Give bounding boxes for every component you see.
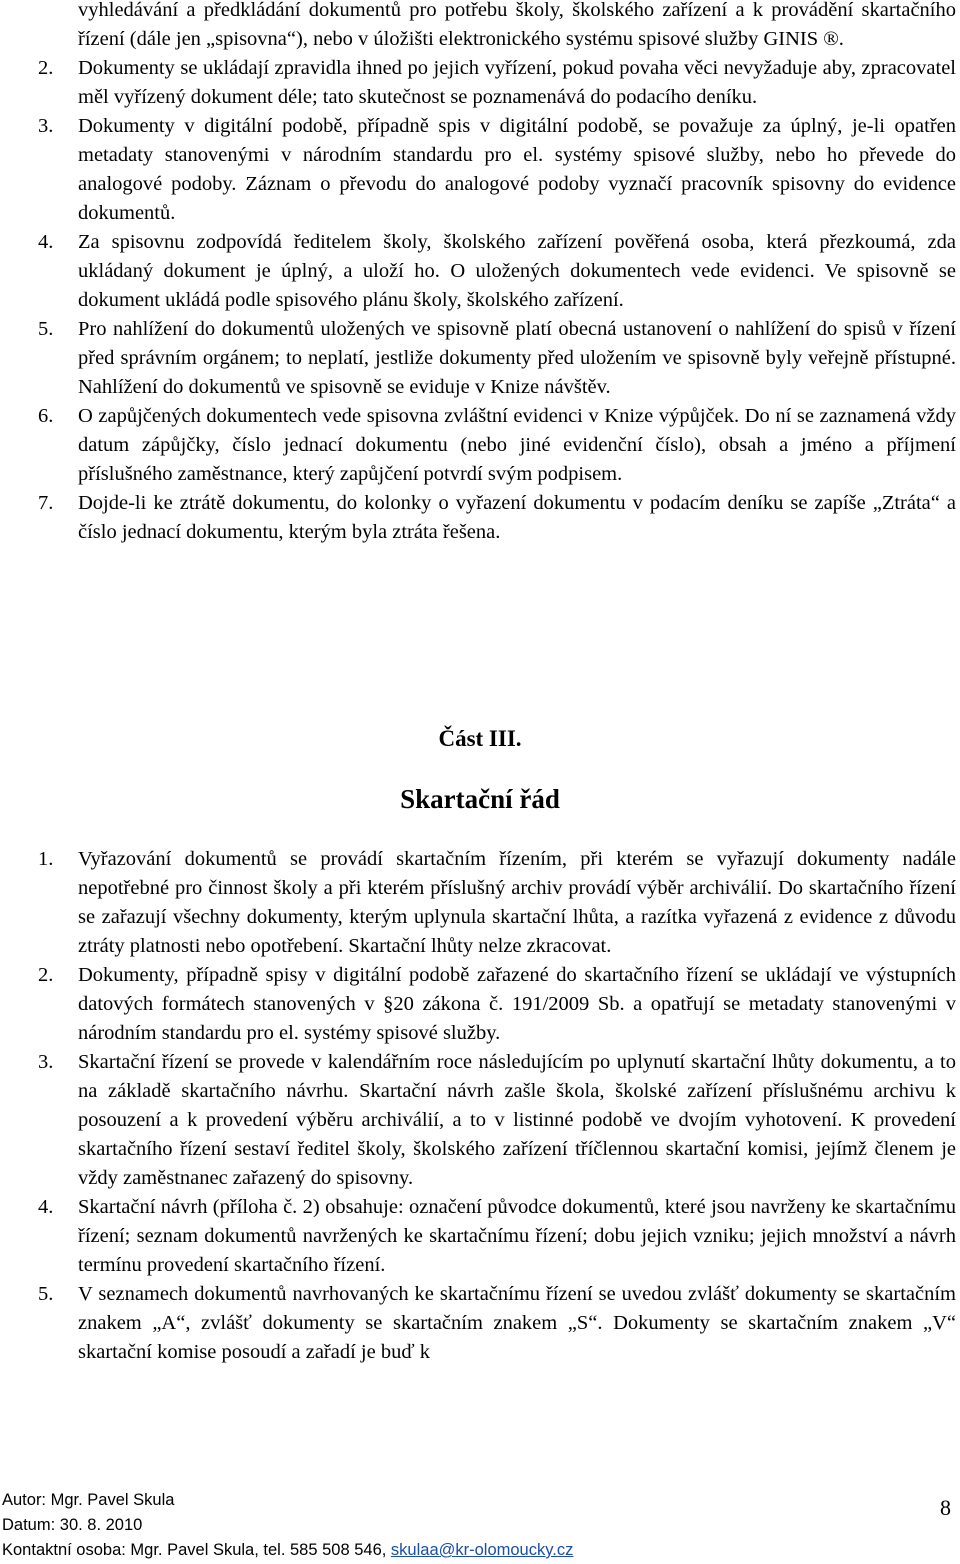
footer-contact — [2, 1538, 902, 1563]
list-item — [38, 845, 956, 961]
item-number: 5. — [38, 318, 54, 340]
item-text: Dokumenty, případně spisy v digitální podobě zařazené do skartačního řízení se ukládají ve výstupních datových formátech stanovených v §20 zákona č. 191/2009 Sb. a opatřují se metadaty stanovenými v národním standardu pro el. systémy spisové služby. — [78, 964, 956, 1044]
item-number: 4. — [38, 231, 54, 253]
list-item — [38, 1193, 956, 1280]
list-item — [38, 489, 956, 547]
item-text: Dokumenty v digitální podobě, případně spis v digitální podobě, se považuje za úplný, je-li opatřen metadaty stanovenými v národním standardu pro el. systémy spisové služby, nebo ho převede do analogové podoby. Záznam o převodu do analogové podoby vyznačí pracovník spisovny do evidence dokumentů. — [78, 115, 956, 224]
part3-section — [38, 845, 956, 1367]
item-text: Pro nahlížení do dokumentů uložených ve spisovně platí obecná ustanovení o nahlížení do spisů v řízení před správním orgánem; to neplatí, jestliže dokumenty před uložením ve spisovně byly veřejně přístupné. Nahlížení do dokumentů ve spisovně se eviduje v Knize návštěv. — [78, 318, 956, 398]
item-number: 3. — [38, 1051, 54, 1073]
item-number: 6. — [38, 405, 54, 427]
footer-date: Datum: 30. 8. 2010 — [2, 1516, 143, 1534]
continuation-paragraph: vyhledávání a předkládání dokumentů pro potřebu školy, školského zařízení a k provádění skartačního řízení (dále jen „spisovna“), nebo v úložišti elektronického systému spisové služby GINIS ®. — [78, 0, 956, 50]
list-item — [38, 1048, 956, 1193]
item-number: 2. — [38, 57, 54, 79]
item-number: 7. — [38, 492, 54, 514]
part2-list — [38, 54, 956, 547]
contact-text: Kontaktní osoba: Mgr. Pavel Skula, tel. 585 508 546, — [2, 1541, 391, 1559]
item-number: 2. — [38, 964, 54, 986]
footer-author: Autor: Mgr. Pavel Skula — [2, 1491, 175, 1509]
section-title: Skartační řád — [400, 784, 560, 814]
item-text: V seznamech dokumentů navrhovaných ke skartačnímu řízení se uvedou zvlášť dokumenty se skartačním znakem „A“, zvlášť dokumenty se skartačním znakem „S“. Dokumenty se skartačním znakem „V“ skartační komise posoudí a zařadí je buď k — [78, 1283, 956, 1363]
item-number: 1. — [38, 848, 54, 870]
list-item — [38, 402, 956, 489]
item-text: Za spisovnu zodpovídá ředitelem školy, školského zařízení pověřená osoba, která přezkoumá, zda ukládaný dokument je úplný, a uloží ho. O uložených dokumentech vede evidenci. Ve spisovně se dokument ukládá podle spisového plánu školy, školského zařízení. — [78, 231, 956, 311]
page-number: 8 — [940, 1495, 951, 1520]
list-item — [38, 315, 956, 402]
item-text: Dojde-li ke ztrátě dokumentu, do kolonky o vyřazení dokumentu v podacím deníku se zapíše „Ztráta“ a číslo jednací dokumentu, kterým byla ztráta řešena. — [78, 492, 956, 543]
item-text: O zapůjčených dokumentech vede spisovna zvláštní evidenci v Knize výpůjček. Do ní se zaznamená vždy datum zápůjčky, číslo jednací dokumentu (nebo jiné evidenční číslo), obsah a jméno a příjmení příslušného zaměstnance, který zapůjčení potvrdí svým podpisem. — [78, 405, 956, 485]
item-number: 4. — [38, 1196, 54, 1218]
item-text: Dokumenty se ukládají zpravidla ihned po jejich vyřízení, pokud povaha věci nevyžaduje aby, zpracovatel měl vyřízený dokument déle; tato skutečnost se poznamenává do podacího deníku. — [78, 57, 956, 108]
email-link[interactable]: skulaa@kr-olomoucky.cz — [390, 1541, 574, 1559]
list-item — [38, 228, 956, 315]
list-item — [38, 112, 956, 228]
list-item — [38, 54, 956, 112]
item-number: 3. — [38, 115, 54, 137]
item-text: Skartační řízení se provede v kalendářním roce následujícím po uplynutí skartační lhůty dokumentu, a to na základě skartačního návrhu. Skartační návrh zašle škola, školské zařízení příslušnému archivu k posouzení a k provedení výběru archiválií, a to v listinné podobě ve dvojím vyhotovení. K provedení skartačního řízení sestaví ředitel školy, školského zařízení tříčlennou skartační komisi, jejímž členem je vždy zaměstnanec zařazený do spisovny. — [78, 1051, 956, 1189]
part2-section — [38, 0, 956, 547]
part-heading: Část III. — [438, 726, 522, 751]
item-text: Vyřazování dokumentů se provádí skartačním řízením, při kterém se vyřazují dokumenty nadále nepotřebné pro činnost školy a při kterém příslušný archiv provádí výběr archiválií. Do skartačního řízení se zařazují všechny dokumenty, kterým uplynula skartační lhůta, a razítka vyřazená z evidence z důvodu ztráty platnosti nebo opotřebení. Skartační lhůty nelze zkracovat. — [78, 848, 956, 957]
item-text: Skartační návrh (příloha č. 2) obsahuje: označení původce dokumentů, které jsou navrženy ke skartačnímu řízení; seznam dokumentů navržených ke skartačnímu řízení; dobu jejich vzniku; jejich množství a návrh termínu provedení skartačního řízení. — [78, 1196, 956, 1276]
list-item — [38, 961, 956, 1048]
item-number: 5. — [38, 1283, 54, 1305]
list-item — [38, 1280, 956, 1367]
